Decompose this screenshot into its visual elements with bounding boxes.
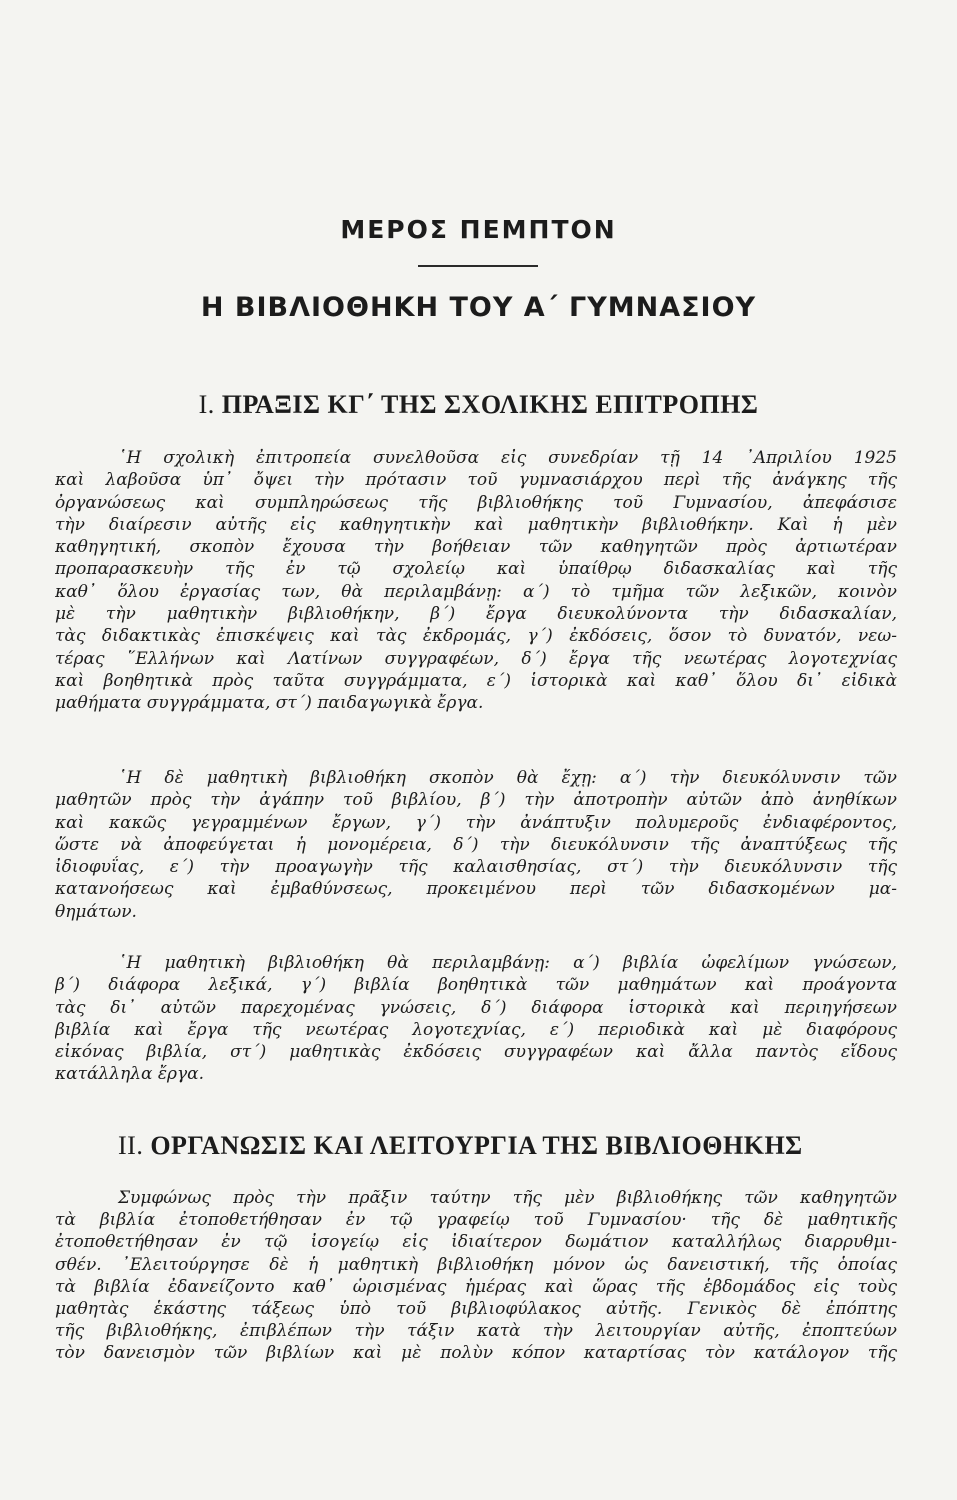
paragraph-line: κατάλληλα ἔργα.	[55, 1064, 205, 1085]
paragraph-line: εἰκόνας βιβλία, στ΄) μαθητικὰς ἐκδόσεις συγγραφέων καὶ ἄλλα παντὸς εἴδους	[55, 1042, 897, 1063]
paragraph-line: ὀργανώσεως καὶ συμπληρώσεως τῆς βιβλιοθήκης τοῦ Γυμνασίου, ἀπεφάσισε	[55, 492, 897, 513]
paragraph-line: σθέν. ᾿Ελειτούργησε δὲ ἡ μαθητικὴ βιβλιοθήκη μόνον ὡς δανειστική, τῆς ὁποίας	[55, 1254, 897, 1275]
section-2-title: ΟΡΓΑΝΩΣΙΣ ΚΑΙ ΛΕΙΤΟΥΡΓΙΑ ΤΗΣ ΒΙΒΛΙΟΘΗΚΗΣ	[150, 1131, 803, 1160]
paragraph-3	[55, 952, 897, 1086]
main-title: Η ΒΙΒΛΙΟΘΗΚΗ ΤΟΥ Α΄ ΓΥΜΝΑΣΙΟΥ	[200, 292, 757, 323]
section-1-number: I.	[198, 390, 215, 419]
paragraph-line: β΄) διάφορα λεξικά, γ΄) βιβλία βοηθητικὰ τῶν μαθημάτων καὶ προάγοντα	[55, 975, 897, 996]
paragraph-line: καθηγητική, σκοπὸν ἔχουσα τὴν βοήθειαν τῶν καθηγητῶν πρὸς ἀρτιωτέραν	[55, 537, 897, 558]
paragraph-line: ἐτοποθετήθησαν ἐν τῷ ἰσογείῳ εἰς ἰδιαίτερον δωμάτιον καταλλήλως διαρρυθμι-	[55, 1232, 897, 1253]
paragraph-line: τὰς διδακτικὰς ἐπισκέψεις καὶ τὰς ἐκδρομάς, γ΄) ἐκδόσεις, ὅσον τὸ δυνατόν, νεω-	[55, 626, 897, 647]
section-2-number: II.	[118, 1131, 144, 1160]
paragraph-line: τὰς δι᾿ αὐτῶν παρεχομένας γνώσεις, δ΄) διάφορα ἱστορικὰ καὶ περιηγήσεων	[55, 997, 897, 1018]
paragraph-line: τὴν διαίρεσιν αὐτῆς εἰς καθηγητικὴν καὶ μαθητικὴν βιβλιοθήκην. Καὶ ἡ μὲν	[55, 514, 897, 535]
paragraph-line: καθ᾿ ὅλου ἐργασίας των, θὰ περιλαμβάνῃ: α΄) τὸ τμῆμα τῶν λεξικῶν, κοινὸν	[55, 581, 897, 602]
paragraph-line: τῆς βιβλιοθήκης, ἐπιβλέπων τὴν τάξιν κατὰ τὴν λειτουργίαν αὐτῆς, ἐποπτεύων	[55, 1321, 897, 1342]
paragraph-line: μὲ τὴν μαθητικὴν βιβλιοθήκην, β΄) ἔργα διευκολύνοντα τὴν διδασκαλίαν,	[55, 604, 897, 625]
paragraph-line: ἰδιοφυΐας, ε΄) τὴν προαγωγὴν τῆς καλαισθησίας, στ΄) τὴν διευκόλυνσιν τῆς	[55, 857, 897, 878]
paragraph-line: βιβλία καὶ ἔργα τῆς νεωτέρας λογοτεχνίας, ε΄) περιοδικὰ καὶ μὲ διαφόρους	[55, 1019, 897, 1040]
paragraph-line: ῾Η μαθητικὴ βιβλιοθήκη θὰ περιλαμβάνῃ: α΄) βιβλία ὠφελίμων γνώσεων,	[118, 953, 897, 973]
paragraph-line: καὶ λαβοῦσα ὑπ᾿ ὄψει τὴν πρότασιν τοῦ γυμνασιάρχου περὶ τῆς ἀνάγκης τῆς	[55, 470, 897, 491]
paragraph-line: κατανοήσεως καὶ ἐμβαθύνσεως, προκειμένου περὶ τῶν διδασκομένων μα-	[55, 879, 897, 900]
paragraph-line: τὰ βιβλία ἐτοποθετήθησαν ἐν τῷ γραφείῳ τοῦ Γυμνασίου· τῆς δὲ μαθητικῆς	[55, 1210, 897, 1231]
section-2-heading	[118, 1131, 918, 1161]
part-title: ΜΕΡΟΣ ΠΕΜΠΤΟΝ	[340, 215, 617, 244]
paragraph-line: ῾Η δὲ μαθητικὴ βιβλιοθήκη σκοπὸν θὰ ἔχῃ: α΄) τὴν διευκόλυνσιν τῶν	[118, 768, 897, 788]
paragraph-line: καὶ κακῶς γεγραμμένων ἔργων, γ΄) τὴν ἀνάπτυξιν πολυμεροῦς ἐνδιαφέροντος,	[55, 812, 897, 833]
paragraph-1	[55, 447, 897, 715]
paragraph-line: τὰ βιβλία ἐδανείζοντο καθ᾿ ὡρισμένας ἡμέρας καὶ ὥρας τῆς ἑβδομάδος εἰς τοὺς	[55, 1276, 897, 1297]
paragraph-line: μαθητὰς ἑκάστης τάξεως ὑπὸ τοῦ βιβλιοφύλακος αὐτῆς. Γενικὸς δὲ ἐπόπτης	[55, 1298, 897, 1319]
paragraph-line: Συμφώνως πρὸς τὴν πρᾶξιν ταύτην τῆς μὲν βιβλιοθήκης τῶν καθηγητῶν	[118, 1188, 897, 1208]
paragraph-line: θημάτων.	[55, 901, 137, 922]
paragraph-2	[55, 767, 897, 923]
paragraph-line: μαθητῶν πρὸς τὴν ἀγάπην τοῦ βιβλίου, β΄) τὴν ἀποτροπὴν αὐτῶν ἀπὸ ἀνηθίκων	[55, 790, 897, 811]
paragraph-line: ῾Η σχολικὴ ἐπιτροπεία συνελθοῦσα εἰς συνεδρίαν τῇ 14 ᾿Απριλίου 1925	[118, 448, 897, 468]
title-divider	[418, 265, 538, 267]
paragraph-line: τὸν δανεισμὸν τῶν βιβλίων καὶ μὲ πολὺν κόπον καταρτίσας τὸν κατάλογον τῆς	[55, 1343, 897, 1364]
paragraph-line: καὶ βοηθητικὰ πρὸς ταῦτα συγγράμματα, ε΄) ἱστορικὰ καὶ καθ᾿ ὅλου δι᾿ εἰδικὰ	[55, 670, 897, 691]
paragraph-line: προπαρασκευὴν τῆς ἐν τῷ σχολείῳ καὶ ὑπαίθρῳ διδασκαλίας καὶ τῆς	[55, 559, 897, 580]
section-1-heading	[0, 390, 957, 420]
paragraph-line: τέρας ῞Ελλήνων καὶ Λατίνων συγγραφέων, δ΄) ἔργα τῆς νεωτέρας λογοτεχνίας	[55, 648, 897, 669]
paragraph-line: μαθήματα συγγράμματα, στ΄) παιδαγωγικὰ ἔργα.	[55, 693, 484, 714]
section-1-title: ΠΡΑΞΙΣ ΚΓ΄ ΤΗΣ ΣΧΟΛΙΚΗΣ ΕΠΙΤΡΟΠΗΣ	[221, 390, 759, 419]
paragraph-4	[55, 1187, 897, 1365]
paragraph-line: ὥστε νὰ ἀποφεύγεται ἡ μονομέρεια, δ΄) τὴν διευκόλυνσιν τῆς ἀναπτύξεως τῆς	[55, 834, 897, 855]
